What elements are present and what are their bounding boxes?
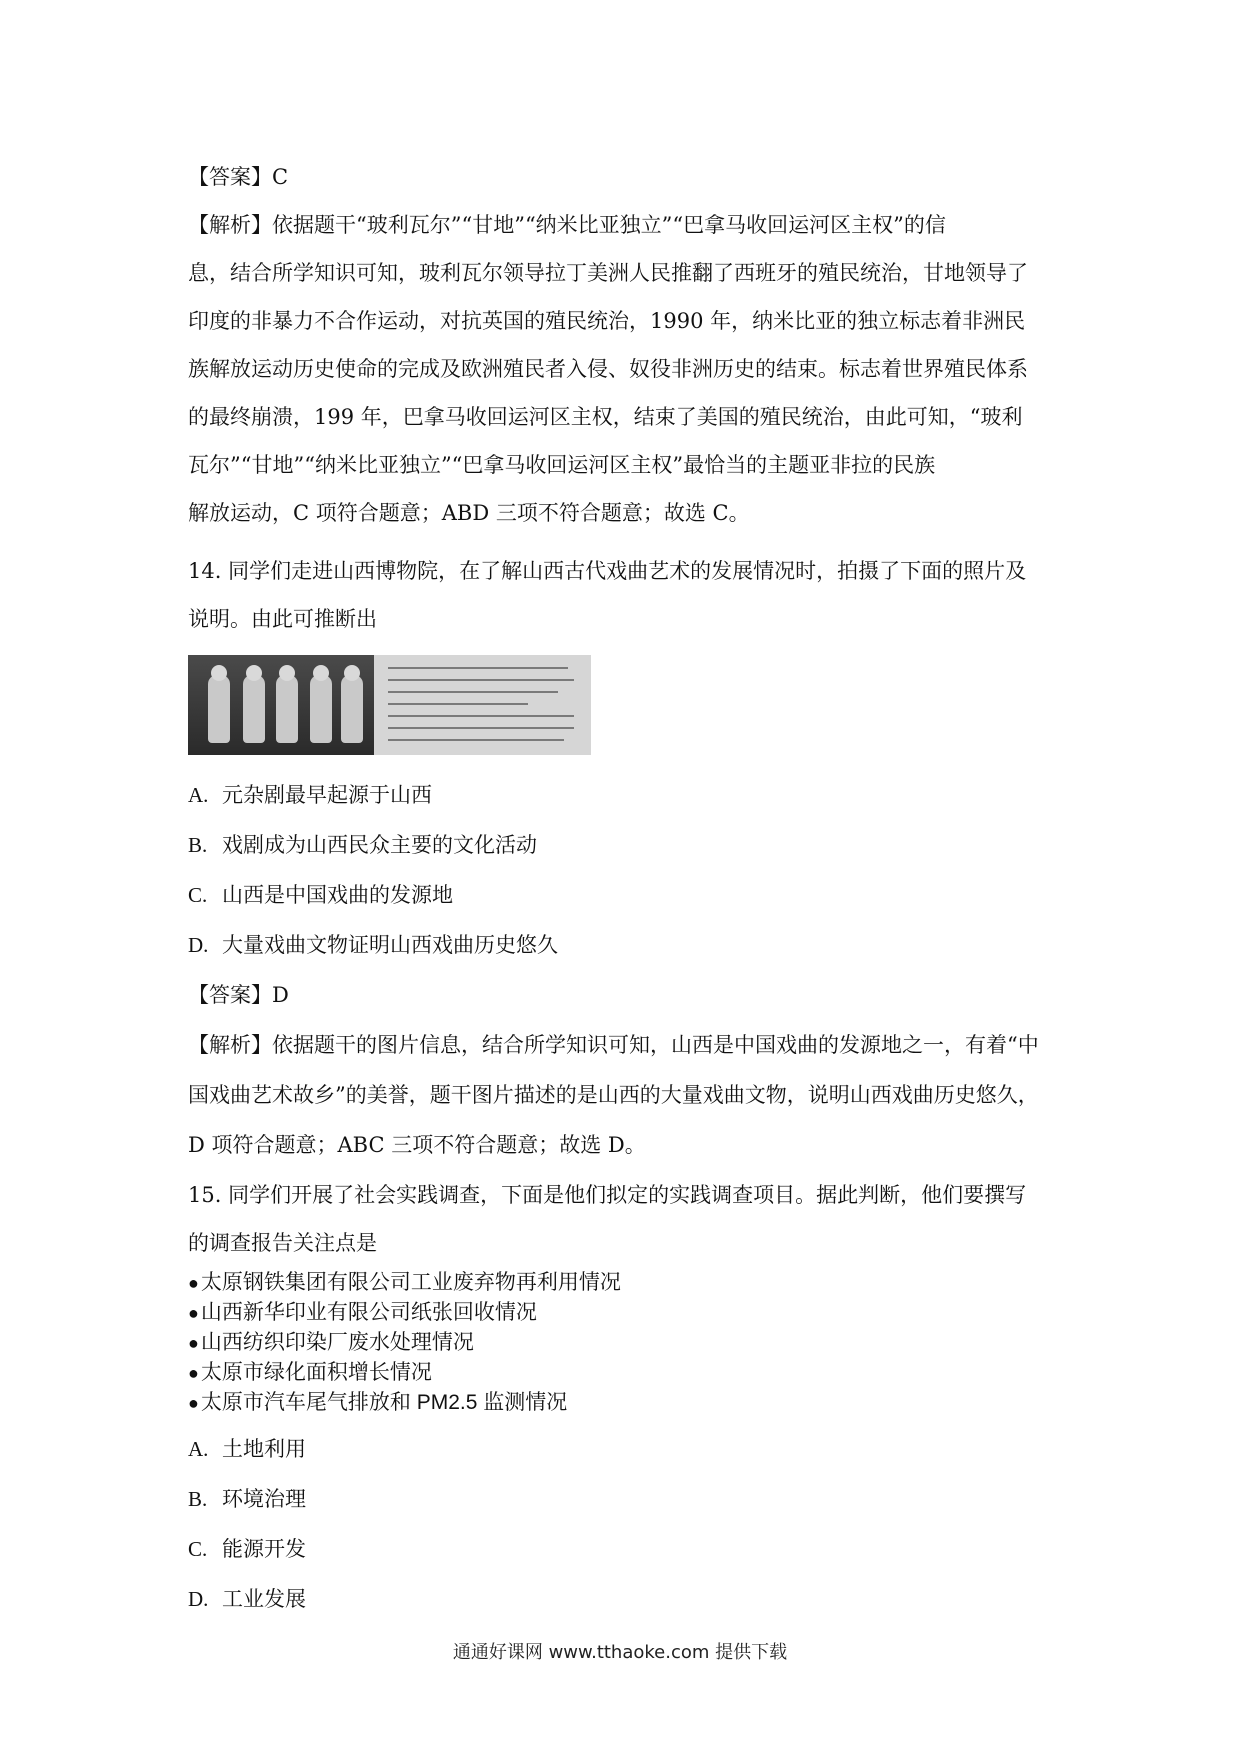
- list-item: ●太原市绿化面积增长情况: [188, 1361, 432, 1384]
- q14-option-b: B. 戏剧成为山西民众主要的文化活动: [188, 833, 537, 857]
- q14-answer: 【答案】D: [188, 983, 289, 1007]
- bullet-icon: ●: [188, 1363, 199, 1383]
- q13-analysis-line-1: 【解析】依据题干“玻利瓦尔”“甘地”“纳米比亚独立”“巴拿马收回运河区主权”的信: [188, 213, 946, 237]
- list-item: ●太原市汽车尾气排放和 PM2.5 监测情况: [188, 1391, 568, 1414]
- pottery-figurines-image: [188, 655, 374, 755]
- q14-stem-line-1: 14. 同学们走进山西博物院，在了解山西古代戏曲艺术的发展情况时，拍摄了下面的照片及: [188, 559, 1027, 583]
- photo-caption-text-image: [374, 655, 591, 755]
- q13-analysis-line-4: 族解放运动历史使命的完成及欧洲殖民者入侵、奴役非洲历史的结束。标志着世界殖民体系: [188, 357, 1028, 381]
- q14-option-a: A. 元杂剧最早起源于山西: [188, 783, 432, 807]
- q15-stem-line-2: 的调查报告关注点是: [188, 1231, 377, 1255]
- q14-option-c: C. 山西是中国戏曲的发源地: [188, 883, 453, 907]
- list-item: ●山西纺织印染厂废水处理情况: [188, 1331, 474, 1354]
- list-item: ●山西新华印业有限公司纸张回收情况: [188, 1301, 537, 1324]
- bullet-icon: ●: [188, 1273, 199, 1293]
- q14-stem-line-2: 说明。由此可推断出: [188, 607, 377, 631]
- q15-stem-line-1: 15. 同学们开展了社会实践调查，下面是他们拟定的实践调查项目。据此判断，他们要撰写: [188, 1183, 1027, 1207]
- list-item: ●太原钢铁集团有限公司工业废弃物再利用情况: [188, 1271, 621, 1294]
- q13-analysis-line-7: 解放运动，C 项符合题意；ABD 三项不符合题意；故选 C。: [188, 501, 750, 525]
- bullet-icon: ●: [188, 1303, 199, 1323]
- q15-option-d: D. 工业发展: [188, 1587, 306, 1611]
- q14-analysis-line-1: 【解析】依据题干的图片信息，结合所学知识可知，山西是中国戏曲的发源地之一，有着“中: [188, 1033, 1039, 1057]
- q14-analysis-line-2: 国戏曲艺术故乡”的美誉，题干图片描述的是山西的大量戏曲文物，说明山西戏曲历史悠久，: [188, 1083, 1039, 1107]
- q14-museum-photo: [188, 655, 591, 755]
- q13-analysis-line-6: 瓦尔”“甘地”“纳米比亚独立”“巴拿马收回运河区主权”最恰当的主题亚非拉的民族: [188, 453, 936, 477]
- bullet-icon: ●: [188, 1393, 199, 1413]
- q14-analysis-line-3: D 项符合题意；ABC 三项不符合题意；故选 D。: [188, 1133, 646, 1157]
- q15-option-c: C. 能源开发: [188, 1537, 306, 1561]
- q15-option-a: A. 土地利用: [188, 1437, 306, 1461]
- q13-analysis-line-2: 息，结合所学知识可知，玻利瓦尔领导拉丁美洲人民推翻了西班牙的殖民统治，甘地领导了: [188, 261, 1028, 285]
- q15-option-b: B. 环境治理: [188, 1487, 306, 1511]
- page-footer: 通通好课网 www.tthaoke.com 提供下载: [452, 1642, 788, 1663]
- bullet-icon: ●: [188, 1333, 199, 1353]
- q13-answer: 【答案】C: [188, 165, 289, 189]
- q13-analysis-line-3: 印度的非暴力不合作运动，对抗英国的殖民统治，1990 年，纳米比亚的独立标志着非洲民: [188, 309, 1026, 333]
- q13-analysis-line-5: 的最终崩溃，199 年，巴拿马收回运河区主权，结束了美国的殖民统治，由此可知，“玻利: [188, 405, 1023, 429]
- q14-option-d: D. 大量戏曲文物证明山西戏曲历史悠久: [188, 933, 558, 957]
- q15-survey-list: [188, 1268, 621, 1418]
